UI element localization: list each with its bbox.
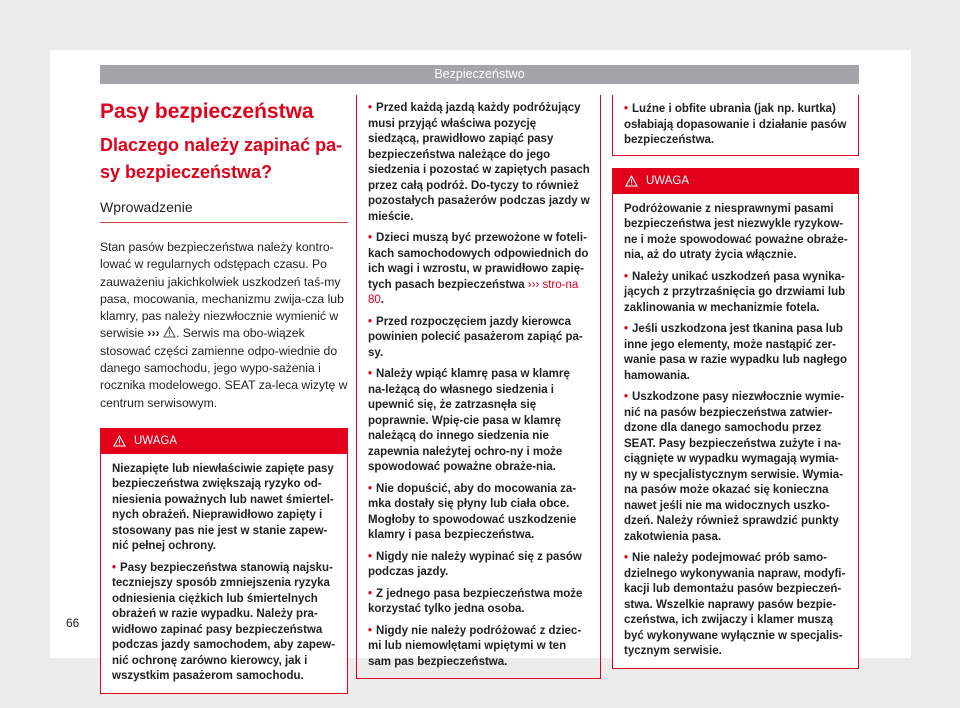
warning-label: UWAGA [646,174,690,187]
bullet-text: Dzieci muszą być przewożone w foteli-kach samochodowych odpowiednich do ich wagi i wzrostu, w prawidłowo zapię-tych pasach bezpieczeństwa [368,232,589,291]
warning-triangle-icon [113,435,126,447]
warning-bullet: • Należy unikać uszkodzeń pasa wynika-jących z przytrzaśnięcia go drzwiami lub zaklinowania w mechanizmie fotela. [624,270,848,317]
warning-bullet: • Uszkodzone pasy niezwłocznie wymie-nić na pasów bezpieczeństwa zatwier-dzone dla danego samochodu przez SEAT. Pasy bezpieczeństwa zużyte i na-ciągnięte w wypadku wymagają wymia-ny w specjalistycznym serwisie. Wymia-na pasów może okazać się konieczna nawet jeśli nie ma widocznych uszko-dzeń. Należy również sprawdzić punkty zakotwienia pasa. [624,390,848,545]
warning-bullet: • Przed rozpoczęciem jazdy kierowca powinien polecić pasażerom zapiąć pa-sy. [368,315,590,362]
warning-box [612,168,859,669]
warning-continuation [612,95,859,156]
warning-body [613,194,858,668]
warning-bullet: • Nigdy nie należy wypinać się z pasów podczas jazdy. [368,550,590,581]
warning-lead: Podróżowanie z niesprawnymi pasami bezpieczeństwa jest niezwykle ryzykow-ne i może spowodować poważne obraże-nia, aż do utraty życia włącznie. [624,202,848,261]
warning-triangle-icon [625,175,638,187]
intro-paragraph [100,239,348,412]
warning-bullet: • Nie dopuścić, aby do mocowania za-mka dostały się płyny lub ciała obce. Mogłoby to spowodować uszkodzenie klamry i pasa bezpieczeństwa. [368,482,590,544]
subsection-heading: Wprowadzenie [100,196,348,223]
warning-bullet: • Przed każdą jazdą każdy podróżujący musi przyjąć właściwa pozycję siedzącą, prawidłowo zapiąć pasy bezpieczeństwa należące do jego siedzenia i pozostać w zapiętych pasach przez całą podróż. Do-tyczy to również pozostałych pasażerów podczas jazdy w mieście. [368,101,590,225]
warning-triangle-icon [163,326,176,338]
warning-header [613,169,858,194]
page-title: Pasy bezpieczeństwa [100,100,314,123]
warning-bullet: • Nie należy podejmować prób samo-dzielnego wykonywania napraw, modyfi-kacji lub demontażu pasów bezpieczeń-stwa. Wszelkie naprawy pasów bezpie-czeństwa, ich zwijaczy i klamer muszą być wykonywane wyłącznie w specjalis-tycznym serwisie. [624,551,848,660]
column-3 [612,95,859,669]
column-1 [100,100,348,694]
warning-body [101,454,347,693]
warning-lead: Niezapięte lub niewłaściwie zapięte pasy bezpieczeństwa zwiększają ryzyko od-niesienia poważnych lub nawet śmiertel-nych obrażeń. Nieprawidłowo zapięty i stosowany pas nie jest w stanie zapew-nić pełnej ochrony. [112,462,334,553]
bullet-text-suffix: . [380,294,384,306]
warning-bullet: • Jeśli uszkodzona jest tkanina pasa lub inne jego elementy, może nastąpić zer-wanie pasa w razie wypadku lub nagłego hamowania. [624,322,848,384]
warning-box [100,428,348,694]
warning-bullet: • Należy wpiąć klamrę pasa w klamrę na-leżącą do własnego siedzenia i upewnić się, że zatrzasnęła się poprawnie. Wpię-cie pasa w klamrę należącą do innego siedzenia nie zapewnia należytej ochro-ny i może spowodować poważne obraże-nia. [368,367,590,476]
warning-bullet: • Z jednego pasa bezpieczeństwa może korzystać tylko jedna osoba. [368,587,590,618]
page-number: 66 [66,616,80,630]
warning-bullet: • Luźne i obfite ubrania (jak np. kurtka) osłabiają dopasowanie i działanie pasów bezpieczeństwa. [624,102,848,149]
cross-reference-arrow[interactable]: ››› [147,326,160,341]
warning-label: UWAGA [134,434,178,447]
warning-bullet: • Nigdy nie należy podróżować z dziec-mi lub niemowlętami wpiętymi w ten sam pas bezpieczeństwa. [368,624,590,671]
warning-bullet [368,231,590,309]
warning-header [101,429,347,454]
warning-bullet: • Pasy bezpieczeństwa stanowią najsku-teczniejszy sposób zmniejszenia ryzyka odniesienia ciężkich lub śmiertelnych obrażeń w razie wypadku. Należy pra-widłowo zapinać pasy bezpieczeństwa podczas jazdy samochodem, aby zapew-nić ochronę zarówno kierowcy, jak i wszystkim pasażerom samochodu. [112,561,337,685]
column-2 [356,95,601,679]
page-reference-link[interactable]: ››› stro-na 80 [368,278,579,306]
intro-text-part1: Stan pasów bezpieczeństwa należy kontro-lować w regularnych odstępach czasu. Po zauważeniu jakichkolwiek uszkodzeń taś-my pasa, mocowania, mechanizmu zwija-cza lub klamry, pas należy niezwłocznie wymienić w serwisie [100,240,344,341]
chapter-header: Bezpieczeństwo [100,65,859,84]
section-title: Dlaczego należy zapinać pa-sy bezpieczeństwa? [100,135,343,182]
intro-text-part2: . Serwis ma obo-wiązek stosować części zamienne odpo-wiednie do danego samochodu, jego wypo-sażenia i rocznika modelowego. SEAT za-leca wizytę w centrum serwisowym. [100,326,348,410]
warning-continuation [356,95,601,679]
